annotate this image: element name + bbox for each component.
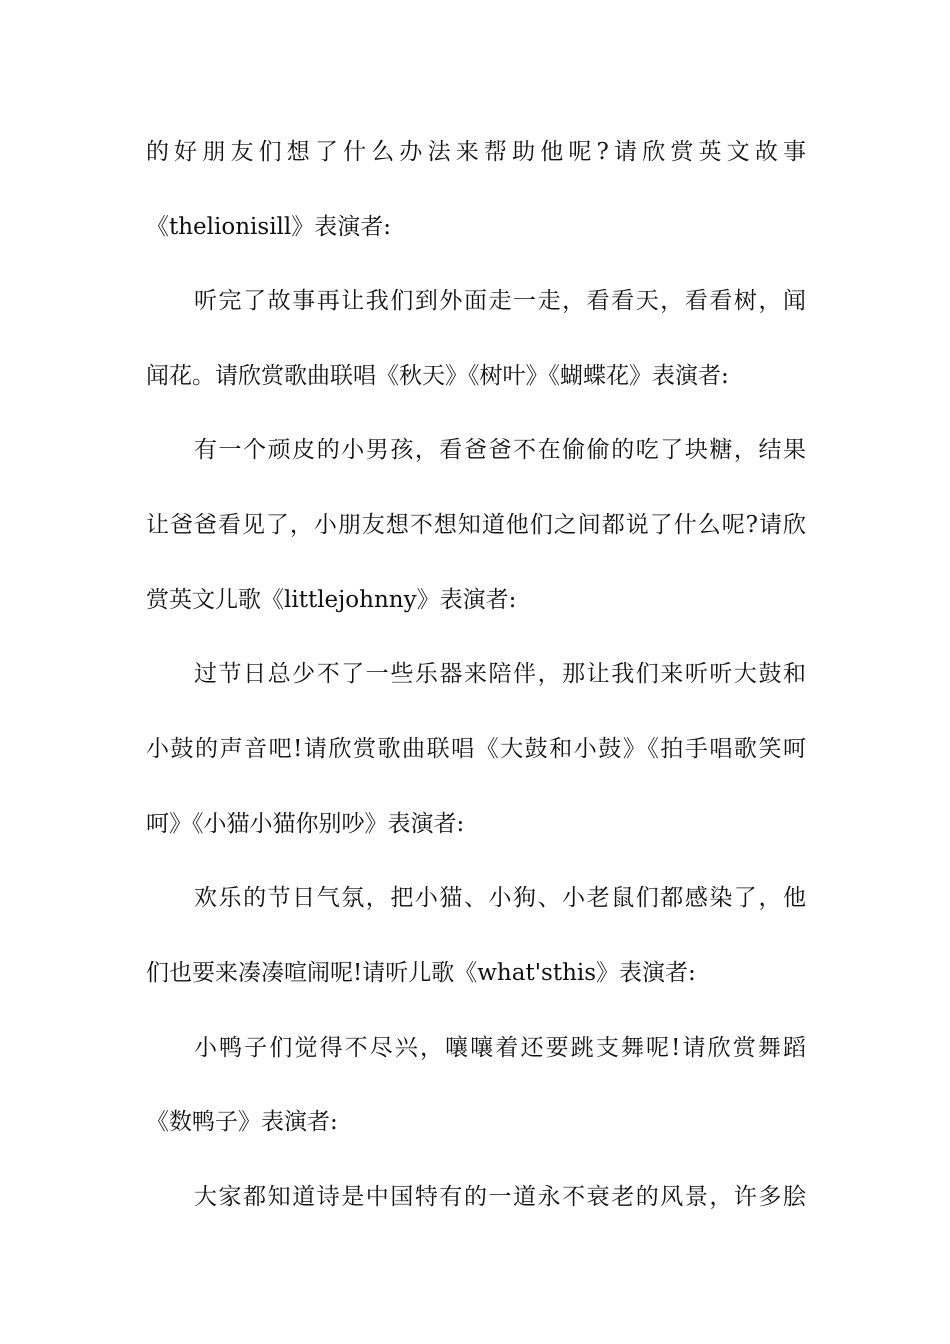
text-line-9: 小鼓的声音吧!请欣赏歌曲联唱《大鼓和小鼓》《拍手唱歌笑呵	[146, 736, 806, 762]
text-line-7: 赏英文儿歌《littlejohnny》表演者:	[146, 587, 517, 613]
text-line-4: 闻花。请欣赏歌曲联唱《秋天》《树叶》《蝴蝶花》表演者:	[146, 363, 729, 389]
text-line-6: 让爸爸看见了，小朋友想不想知道他们之间都说了什么呢?请欣	[146, 512, 806, 538]
paragraph-start-line: 大家都知道诗是中国特有的一道永不衰老的风景，许多脍	[194, 1184, 806, 1210]
paragraph-start-line: 过节日总少不了一些乐器来陪伴，那让我们来听听大鼓和	[194, 661, 806, 687]
text-line-12: 们也要来凑凑喧闹呢!请听儿歌《what'sthis》表演者:	[146, 960, 696, 986]
paragraph-start-line: 小鸭子们觉得不尽兴，嚷嚷着还要跳支舞呢!请欣赏舞蹈	[194, 1035, 806, 1061]
text-line-10: 呵》《小猫小猫你别吵》表演者:	[146, 811, 465, 837]
text-line-2: 《thelionisill》表演者:	[146, 214, 392, 240]
paragraph-start-line: 有一个顽皮的小男孩，看爸爸不在偷偷的吃了块糖，结果	[194, 437, 806, 463]
text-line-14: 《数鸭子》表演者:	[146, 1109, 338, 1135]
paragraph-start-line: 欢乐的节日气氛，把小猫、小狗、小老鼠们都感染了，他	[194, 885, 806, 911]
paragraph-start-line: 听完了故事再让我们到外面走一走，看看天，看看树，闻	[194, 288, 806, 314]
text-line-1: 的好朋友们想了什么办法来帮助他呢?请欣赏英文故事	[146, 139, 806, 165]
